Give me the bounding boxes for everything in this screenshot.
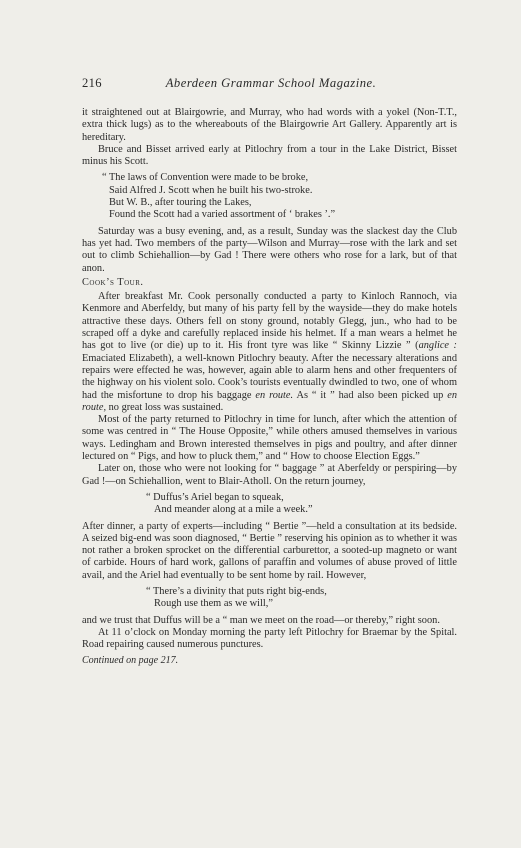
text-run: After breakfast Mr. Cook personally conducted a party to Kinloch Rannoch, via Kenmore and Aberfeldy, but many of his party fell by the wayside—they do make hotels attractive these days. Others fell on stony ground, notably Glegg, jun., who had to be scraped off a dyke and carefully replaced inside his helmet. If a man wears a helmet he has got to live (or die) up to it. His front tyre was like “ Skinny Lizzie ” (	[82, 291, 457, 352]
italic-text: anglice :	[418, 340, 457, 352]
verse-line: Found the Scott had a varied assortment of ‘ brakes ’.”	[109, 209, 336, 221]
verse-line: “ There’s a divinity that puts right big-ends,	[146, 585, 327, 597]
verse-block	[82, 172, 457, 221]
verse-line: But W. B., after touring the Lakes,	[109, 197, 252, 209]
page-number: 216	[82, 76, 102, 90]
italic-text: en route.	[255, 389, 294, 401]
verse-line: “ Duffus’s Ariel began to squeak,	[146, 491, 284, 503]
paragraph	[82, 291, 457, 414]
paragraph: Saturday was a busy evening, and, as a result, Sunday was the slackest day the Club has yet had. Two members of the party—Wilson and Murray—rose with the lark and set out to climb Schiehallion—by Gad ! There were others who rose for a lark, but of that anon.	[82, 225, 457, 274]
italic-text: en route,	[82, 389, 458, 413]
paragraph: and we trust that Duffus will be a “ man we meet on the road—or thereby,” right soon.	[82, 614, 440, 626]
article-body	[82, 107, 457, 668]
paragraph: After dinner, a party of experts—including “ Bertie ”—held a consultation at its bedside. A seized big-end was soon diagnosed, “ Bertie ” reserving his opinion as to whether it was not rather a broken sprocket on the differential carburettor, a sooted-up magneto or want of carbide. Hours of hard work, gallons of paraffin and volumes of abuse proved of little avail, and the Ariel had eventually to be sent home by rail. However,	[82, 520, 457, 581]
verse-line: Rough use them as we will,”	[154, 598, 273, 610]
paragraph: Most of the party returned to Pitlochry in time for lunch, after which the attention of some was centred in “ The House Opposite,” while others amused themselves in various ways. Ledingham and Brown interested themselves in pigs and poultry, and after dinner lectured on “ Pigs, and how to pluck them,” and “ How to choose Election Eggs.”	[82, 414, 457, 463]
paragraph: Later on, those who were not looking for “ baggage ” at Aberfeldy or perspiring—by Gad !—on Schiehallion, went to Blair-Atholl. On the return journey,	[82, 463, 457, 487]
verse-block	[82, 586, 457, 611]
verse-line: “ The laws of Convention were made to be broke,	[102, 172, 309, 184]
text-run: As “ it ” had also been picked up	[293, 389, 448, 401]
text-run: Emaciated Elizabeth), a well-known Pitlochry beauty. After the necessary alterations and repairs were effected he was, however, again able to alarm hens and other frequenters of the highway on his violent solo. Cook’s tourists eventually dwindled to two, one of whom had the misfortune to drop his baggage	[82, 352, 457, 401]
paragraph: it straightened out at Blairgowrie, and Murray, who had words with a yokel (Non-T.T., extra thick lugs) as to the whereabouts of the Blairgowrie Art Gallery. Apparently art is hereditary.	[82, 107, 457, 143]
continued-note: Continued on page 217.	[82, 655, 179, 667]
verse-line: Said Alfred J. Scott when he built his two-stroke.	[109, 184, 313, 196]
text-run: no great loss was sustained.	[106, 401, 224, 413]
verse-line: And meander along at a mile a week.”	[154, 504, 313, 516]
paragraph: Bruce and Bisset arrived early at Pitlochry from a tour in the Lake District, Bisset minus his Scott.	[82, 143, 457, 168]
page-header	[82, 76, 460, 92]
running-title: Aberdeen Grammar School Magazine.	[165, 76, 377, 90]
verse-block	[82, 492, 457, 517]
section-heading: Cook’s Tour.	[82, 276, 144, 288]
paragraph: At 11 o’clock on Monday morning the party left Pitlochry for Braemar by the Spital. Road repairing caused numerous punctures.	[82, 626, 457, 651]
